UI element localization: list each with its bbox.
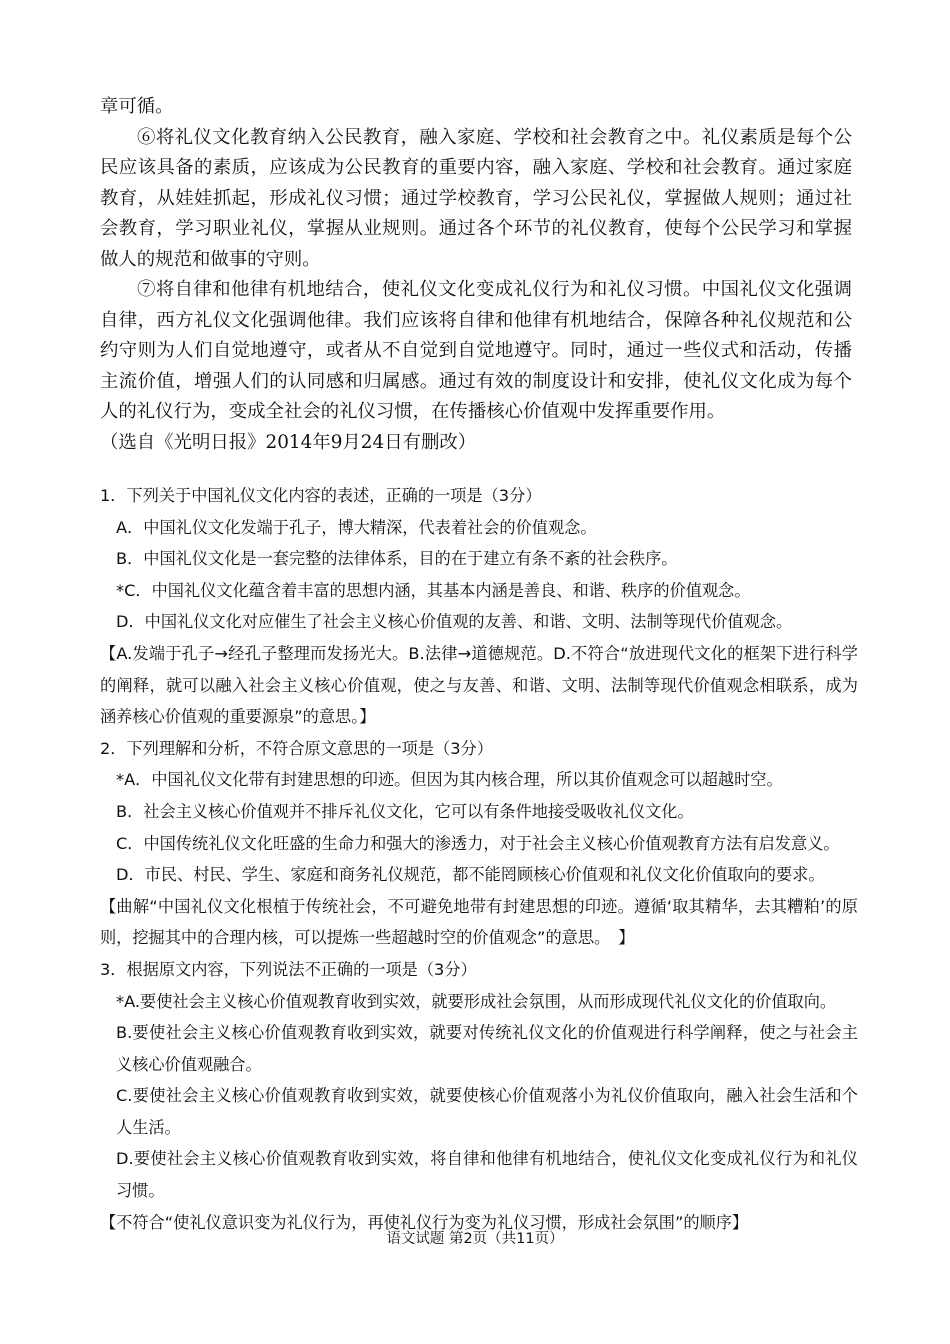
question-1-stem: 1．下列关于中国礼仪文化内容的表述，正确的一项是（3分） [100,486,542,505]
question-3-option-c: C.要使社会主义核心价值观教育收到实效，就要使核心价值观落小为礼仪价值取向，融入社会生活和个人生活。 [116,1086,858,1137]
question-1-option-a: A．中国礼仪文化发端于孔子，博大精深，代表着社会的价值观念。 [116,517,597,537]
question-1-option-b: B．中国礼仪文化是一套完整的法律体系，目的在于建立有条不紊的社会秩序。 [116,549,678,569]
passage-source: （选自《光明日报》2014年9月24日有删改） [100,431,477,453]
question-3-option-a: *A.要使社会主义核心价值观教育收到实效，就要形成社会氛围，从而形成现代礼仪文化的价值取向。 [116,991,837,1011]
question-3-option-d: D.要使社会主义核心价值观教育收到实效，将自律和他律有机地结合，使礼仪文化变成礼仪行为和礼仪习惯。 [116,1149,858,1201]
question-2-analysis: 【曲解“中国礼仪文化根植于传统社会，不可避免地带有封建思想的印迹。遵循‘取其精华，去其糟粕’的原则，挖掘其中的合理内核，可以提炼一些超越时空的价值观念”的意思。 】 [100,896,858,948]
question-3-stem: 3．根据原文内容，下列说法不正确的一项是（3分） [100,959,477,979]
question-1-option-c: *C．中国礼仪文化蕴含着丰富的思想内涵，其基本内涵是善良、和谐、秩序的价值观念。 [116,580,751,600]
reading-passage [100,92,852,458]
question-2-stem: 2．下列理解和分析，不符合原文意思的一项是（3分） [100,738,493,758]
page-footer: 语文试题 第2页（共11页） [386,1231,564,1247]
passage-paragraph-5-end: 章可循。 [100,96,174,117]
question-2-option-d: D．市民、村民、学生、家庭和商务礼仪规范，都不能罔顾核心价值观和礼仪文化价值取向的要求。 [116,865,825,885]
question-2-option-c: C．中国传统礼仪文化旺盛的生命力和强大的渗透力，对于社会主义核心价值观教育方法有启发意义。 [116,833,840,853]
passage-paragraph-6: ⑥将礼仪文化教育纳入公民教育，融入家庭、学校和社会教育之中。礼仪素质是每个公民应该具备的素质，应该成为公民教育的重要内容，融入家庭、学校和社会教育。通过家庭教育，从娃娃抓起，形成礼仪习惯；通过学校教育，学习公民礼仪，掌握做人规则；通过社会教育，学习职业礼仪，掌握从业规则。通过各个环节的礼仪教育，使每个公民学习和掌握做人的规范和做事的守则。 [100,126,852,270]
passage-paragraph-7: ⑦将自律和他律有机地结合，使礼仪文化变成礼仪行为和礼仪习惯。中国礼仪文化强调自律，西方礼仪文化强调他律。我们应该将自律和他律有机地结合，保障各种礼仪规范和公约守则为人们自觉地遵守，或者从不自觉到自觉地遵守。同时，通过一些仪式和活动，传播主流价值，增强人们的认同感和归属感。通过有效的制度设计和安排，使礼仪文化成为每个人的礼仪行为，变成全社会的礼仪习惯，在传播核心价值观中发挥重要作用。 [100,279,852,422]
question-3-option-b: B.要使社会主义核心价值观教育收到实效，就要对传统礼仪文化的价值观进行科学阐释，使之与社会主义核心价值观融合。 [116,1023,858,1074]
question-3-analysis: 【不符合“使礼仪意识变为礼仪行为，再使礼仪行为变为礼仪习惯，形成社会氛围”的顺序】 [100,1212,749,1232]
question-1-option-d: D．中国礼仪文化对应催生了社会主义核心价值观的友善、和谐、文明、法制等现代价值观念。 [116,612,793,632]
questions-section [100,480,858,1238]
question-2-option-a: *A．中国礼仪文化带有封建思想的印迹。但因为其内核合理，所以其价值观念可以超越时空。 [116,770,783,790]
question-2-option-b: B．社会主义核心价值观并不排斥礼仪文化，它可以有条件地接受吸收礼仪文化。 [116,801,694,821]
question-1-analysis: 【A.发端于孔子→经孔子整理而发扬光大。B.法律→道德规范。D.不符合“放进现代文化的框架下进行科学的阐释，就可以融入社会主义核心价值观，使之与友善、和谐、文明、法制等现代价值观念相联系，成为涵养核心价值观的重要源泉”的意思。】 [100,643,858,727]
